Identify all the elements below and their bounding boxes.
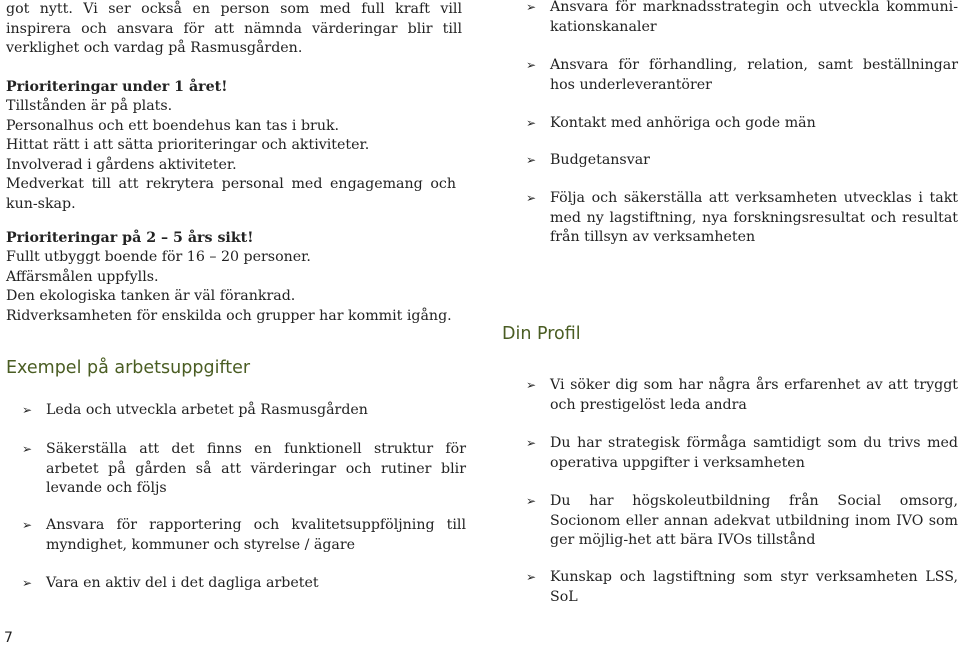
list-item: ➢ Vi söker dig som har några års erfarenhet av att tryggt och prestigelöst leda andra bbox=[526, 376, 958, 415]
arrow-bullet-icon: ➢ bbox=[22, 518, 33, 532]
years2to5-item: Ridverksamheten för enskilda och grupper har kommit igång. bbox=[6, 308, 452, 324]
year1-item: Medverkat till att rekrytera personal med engagemang och kun-skap. bbox=[6, 176, 456, 212]
page-number: 7 bbox=[4, 630, 13, 646]
arrow-bullet-icon: ➢ bbox=[526, 378, 537, 392]
profile-heading: Din Profil bbox=[502, 324, 581, 344]
arrow-bullet-icon: ➢ bbox=[526, 153, 537, 167]
years2to5-title: Prioriteringar på 2 – 5 års sikt! bbox=[6, 230, 254, 246]
year1-item: Involverad i gårdens aktiviteter. bbox=[6, 157, 237, 173]
year1-item: Tillstånden är på plats. bbox=[6, 98, 173, 114]
year1-title: Prioriteringar under 1 året! bbox=[6, 79, 228, 95]
list-item: ➢ Följa och säkerställa att verksamheten utvecklas i takt med ny lagstiftning, nya forskningsresultat och resultat från tillsyn av verksamheten bbox=[526, 189, 958, 248]
year1-item: Personalhus och ett boendehus kan tas i bruk. bbox=[6, 118, 340, 134]
years2to5-item: Affärsmålen uppfylls. bbox=[6, 269, 159, 285]
arrow-bullet-icon: ➢ bbox=[526, 494, 537, 508]
list-item: ➢ Kontakt med anhöriga och gode män bbox=[526, 114, 958, 134]
years2to5-item: Fullt utbyggt boende för 16 – 20 personer. bbox=[6, 249, 311, 265]
years2to5-item: Den ekologiska tanken är väl förankrad. bbox=[6, 288, 296, 304]
arrow-bullet-icon: ➢ bbox=[526, 0, 537, 14]
list-item: ➢ Budgetansvar bbox=[526, 151, 958, 171]
arrow-bullet-icon: ➢ bbox=[526, 58, 537, 72]
list-item: ➢ Ansvara för rapportering och kvalitetsuppföljning till myndighet, kommuner och styrelse / ägare bbox=[22, 516, 466, 555]
arrow-bullet-icon: ➢ bbox=[526, 436, 537, 450]
arrow-bullet-icon: ➢ bbox=[22, 576, 33, 590]
arrow-bullet-icon: ➢ bbox=[22, 403, 33, 417]
list-item: ➢ Leda och utveckla arbetet på Rasmusgården bbox=[22, 401, 466, 421]
tasks-heading: Exempel på arbetsuppgifter bbox=[6, 358, 251, 378]
list-item: ➢ Ansvara för marknadsstrategin och utveckla kommuni-kationskanaler bbox=[526, 0, 958, 37]
list-item: ➢ Du har strategisk förmåga samtidigt som du trivs med operativa uppgifter i verksamheten bbox=[526, 434, 958, 473]
arrow-bullet-icon: ➢ bbox=[526, 191, 537, 205]
year1-item: Hittat rätt i att sätta prioriteringar och aktiviteter. bbox=[6, 137, 370, 153]
list-item: ➢ Ansvara för förhandling, relation, samt beställningar hos underleverantörer bbox=[526, 56, 958, 95]
intro-paragraph: got nytt. Vi ser också en person som med full kraft vill inspirera och ansvara för att nämnda värderingar blir till verklighet och vardag på Rasmusgården. bbox=[6, 1, 462, 57]
arrow-bullet-icon: ➢ bbox=[526, 570, 537, 584]
arrow-bullet-icon: ➢ bbox=[526, 116, 537, 130]
list-item: ➢ Kunskap och lagstiftning som styr verksamheten LSS, SoL bbox=[526, 568, 958, 607]
list-item: ➢ Vara en aktiv del i det dagliga arbetet bbox=[22, 574, 466, 594]
list-item: ➢ Du har högskoleutbildning från Social omsorg, Socionom eller annan adekvat utbildning inom IVO som ger möjlig-het att bära IVOs tillstånd bbox=[526, 492, 958, 551]
arrow-bullet-icon: ➢ bbox=[22, 442, 33, 456]
list-item: ➢ Säkerställa att det finns en funktionell struktur för arbetet på gården så att värderingar och rutiner blir levande och följs bbox=[22, 440, 466, 499]
